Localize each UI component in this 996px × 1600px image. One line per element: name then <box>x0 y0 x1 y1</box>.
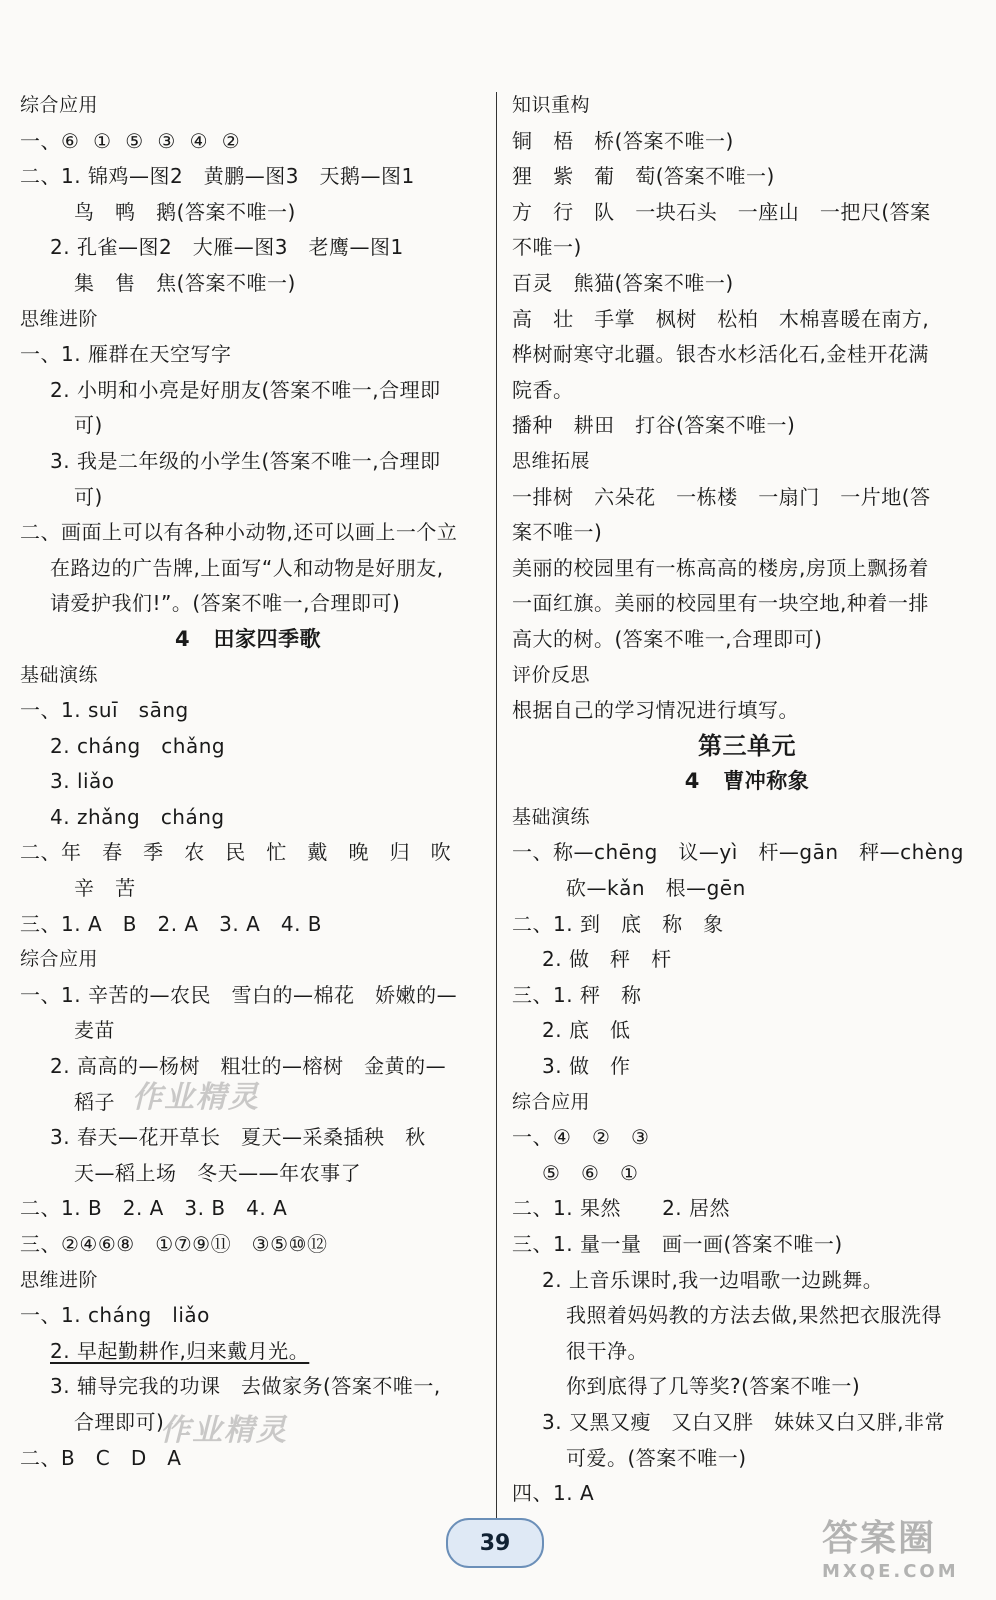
answer-line: 鸟 鸭 鹅(答案不唯一) <box>74 199 296 224</box>
answer-line: 2. 高高的—杨树 粗壮的—榕树 金黄的— <box>50 1054 447 1079</box>
answer-line: 二、年 春 季 农 民 忙 戴 晚 归 吹 <box>20 840 452 865</box>
site-logo <box>822 1510 982 1586</box>
answer-line: 2. 小明和小亮是好朋友(答案不唯一,合理即 <box>50 377 441 402</box>
answer-line: 院香。 <box>512 377 574 402</box>
section-heading: 综合应用 <box>512 1090 591 1113</box>
answer-line: 砍—kǎn 根—gēn <box>566 876 746 901</box>
answer-line: 3. 辅导完我的功课 去做家务(答案不唯一, <box>50 1374 441 1399</box>
section-heading: 思维拓展 <box>512 449 591 472</box>
answer-line: 桦树耐寒守北疆。银杏水杉活化石,金桂开花满 <box>512 342 929 367</box>
site-logo-url: MXQE.COM <box>822 1561 959 1582</box>
section-heading: 基础演练 <box>20 663 99 686</box>
answer-line: 你到底得了几等奖?(答案不唯一) <box>566 1374 861 1399</box>
answer-line: 播种 耕田 打谷(答案不唯一) <box>512 413 796 438</box>
answer-line: 请爱护我们!”。(答案不唯一,合理即可) <box>50 591 401 616</box>
answer-line: 在路边的广告牌,上面写“人和动物是好朋友, <box>50 555 444 580</box>
answer-line: 三、1. 秤 称 <box>512 982 642 1007</box>
section-heading: 思维进阶 <box>20 307 99 330</box>
answer-line: 3. 又黑又瘦 又白又胖 妹妹又白又胖,非常 <box>542 1409 945 1434</box>
answer-line: 一、1. 雁群在天空写字 <box>20 342 232 367</box>
section-title: 4 田家四季歌 <box>174 626 322 651</box>
answer-line: 稻子 <box>74 1089 115 1114</box>
answer-line: 我照着妈妈教的方法去做,果然把衣服洗得 <box>566 1303 942 1328</box>
answer-line: 一、1. suī sāng <box>20 698 189 723</box>
answer-line: 3. 我是二年级的小学生(答案不唯一,合理即 <box>50 448 441 473</box>
answer-line: 2. 底 低 <box>542 1018 631 1043</box>
answer-line: ⑤ ⑥ ① <box>542 1160 639 1185</box>
answer-line: 高 壮 手掌 枫树 松柏 木棉喜暖在南方, <box>512 306 930 331</box>
answer-line: 狸 紫 葡 萄(答案不唯一) <box>512 164 775 189</box>
answer-line: 三、1. A B 2. A 3. A 4. B <box>20 911 323 936</box>
answer-line: 二、1. 到 底 称 象 <box>512 911 724 936</box>
section-title: 第三单元 <box>698 731 796 760</box>
section-heading: 综合应用 <box>20 94 99 116</box>
watermark: 作业精灵 <box>132 1080 260 1115</box>
section-heading: 基础演练 <box>512 805 591 828</box>
answer-line: 2. cháng chǎng <box>50 733 226 758</box>
answer-line: 二、1. 锦鸡—图2 黄鹏—图3 天鹅—图1 <box>20 164 415 189</box>
answer-line: 2. 早起勤耕作,归来戴月光。 <box>50 1338 310 1363</box>
answer-line: 一排树 六朵花 一栋楼 一扇门 一片地(答 <box>512 484 931 509</box>
answer-line: 二、1. B 2. A 3. B 4. A <box>20 1196 288 1221</box>
answer-line: 一、1. cháng liǎo <box>20 1303 210 1328</box>
column-divider <box>496 92 497 1522</box>
answer-line: 一、称—chēng 议—yì 杆—gān 秤—chèng <box>512 840 964 865</box>
answer-line: 铜 梧 桥(答案不唯一) <box>512 128 734 153</box>
section-title: 4 曹冲称象 <box>684 769 810 794</box>
answer-line: 集 售 焦(答案不唯一) <box>74 270 296 295</box>
answer-line: 可) <box>74 413 103 438</box>
answer-line: 4. zhǎng cháng <box>50 804 225 829</box>
section-heading: 知识重构 <box>512 94 591 116</box>
answer-line: 二、画面上可以有各种小动物,还可以画上一个立 <box>20 520 458 545</box>
answer-line: 很干净。 <box>566 1338 648 1363</box>
answer-line: 不唯一) <box>512 235 582 260</box>
section-heading: 综合应用 <box>20 948 99 971</box>
answer-line: 方 行 队 一块石头 一座山 一把尺(答案 <box>512 199 931 224</box>
answer-line: 2. 做 秤 杆 <box>542 947 672 972</box>
left-column <box>20 88 476 1476</box>
answer-line: 二、B C D A <box>20 1445 182 1470</box>
answer-line: 美丽的校园里有一栋高高的楼房,房顶上飘扬着 <box>512 555 929 580</box>
answer-line: 案不唯一) <box>512 520 603 545</box>
answer-line: 四、1. A <box>512 1481 595 1506</box>
right-column <box>512 88 982 1512</box>
answer-line: 3. liǎo <box>50 769 115 794</box>
answer-line: 一、⑥ ① ⑤ ③ ④ ② <box>20 128 241 153</box>
section-heading: 思维进阶 <box>20 1268 99 1291</box>
answer-line: 天—稻上场 冬天——年农事了 <box>74 1160 362 1185</box>
answer-line: 3. 春天—花开草长 夏天—采桑插秧 秋 <box>50 1125 426 1150</box>
answer-line: 合理即可) <box>74 1409 165 1434</box>
answer-line: 可) <box>74 484 103 509</box>
page-number: 39 <box>446 1518 544 1568</box>
answer-line: 百灵 熊猫(答案不唯一) <box>512 270 734 295</box>
answer-line: 高大的树。(答案不唯一,合理即可) <box>512 626 823 651</box>
answer-line: 辛 苦 <box>74 876 136 901</box>
answer-line: 三、1. 量一量 画一画(答案不唯一) <box>512 1232 843 1256</box>
answer-line: 可爱。(答案不唯一) <box>566 1445 747 1470</box>
answer-line: 2. 孔雀—图2 大雁—图3 老鹰—图1 <box>50 235 404 260</box>
watermark: 作业精灵 <box>160 1413 288 1448</box>
answer-line: 一面红旗。美丽的校园里有一块空地,种着一排 <box>512 591 929 616</box>
section-heading: 评价反思 <box>512 663 591 686</box>
answer-line: 根据自己的学习情况进行填写。 <box>512 698 799 723</box>
answer-line: 一、1. 辛苦的—农民 雪白的—棉花 娇嫩的— <box>20 982 458 1007</box>
answer-line: 麦苗 <box>74 1018 115 1043</box>
answer-line: 一、④ ② ③ <box>512 1125 650 1150</box>
answer-line: 2. 上音乐课时,我一边唱歌一边跳舞。 <box>542 1267 884 1292</box>
answer-line: 三、②④⑥⑧ ①⑦⑨⑪ ③⑤⑩⑫ <box>20 1232 328 1256</box>
answer-line: 3. 做 作 <box>542 1054 631 1079</box>
answer-line: 二、1. 果然 2. 居然 <box>512 1196 731 1221</box>
site-logo-text: 答案圈 <box>822 1518 937 1559</box>
